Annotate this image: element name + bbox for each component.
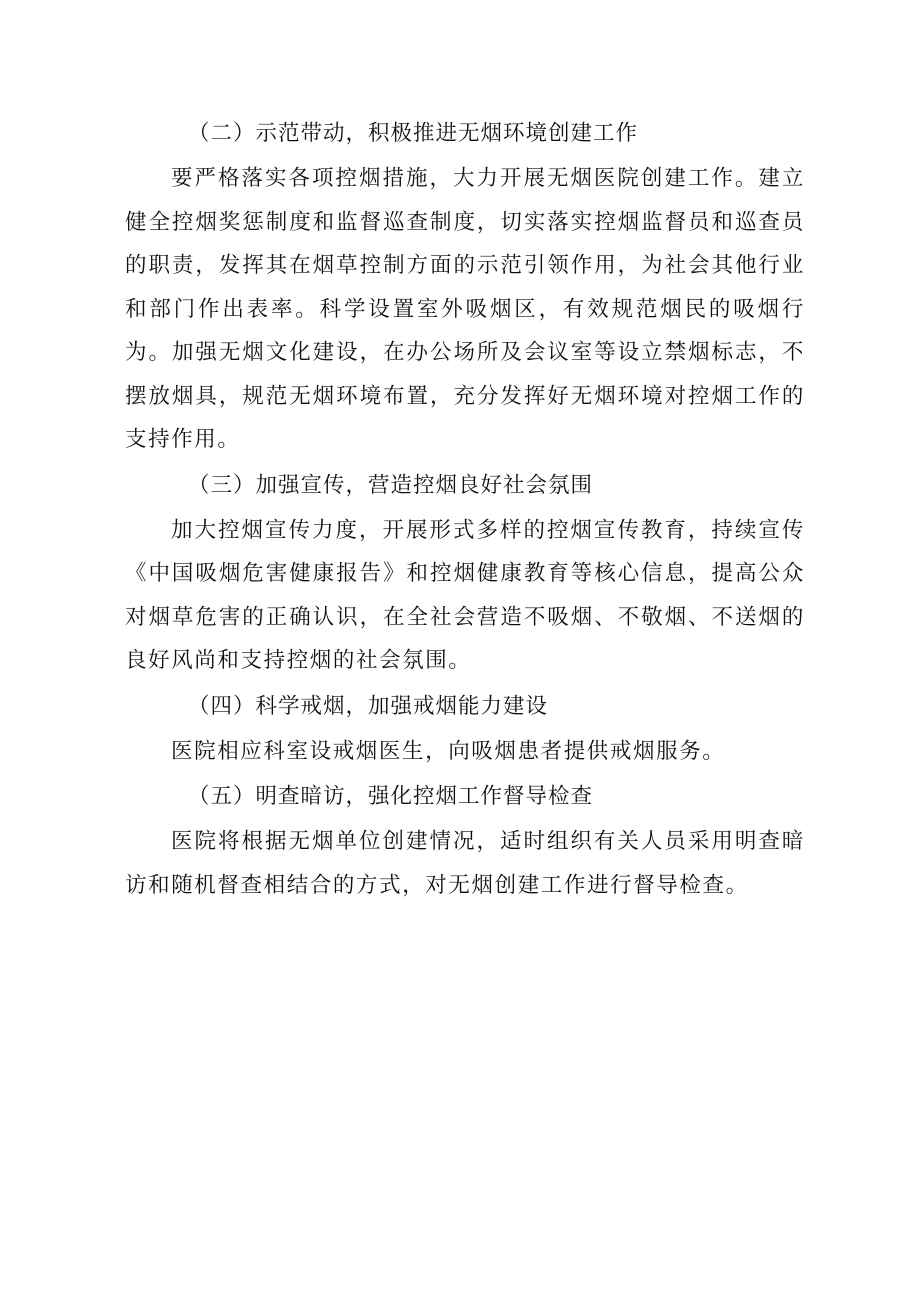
section-heading-5: （五）明查暗访，强化控烟工作督导检查 [188, 784, 594, 809]
section-paragraph-2: 要严格落实各项控烟措施，大力开展无烟医院创建工作。建立健全控烟奖惩制度和监督巡查制度，切实落实控烟监督员和巡查员的职责，发挥其在烟草控制方面的示范引领作用，为社会其他行业和部门作出表率。科学设置室外吸烟区，有效规范烟民的吸烟行为。加强无烟文化建设，在办公场所及会议室等设立禁烟标志，不摆放烟具，规范无烟环境布置，充分发挥好无烟环境对控烟工作的支持作用。 [125, 166, 805, 452]
section-paragraph-3: 加大控烟宣传力度，开展形式多样的控烟宣传教育，持续宣传《中国吸烟危害健康报告》和控烟健康教育等核心信息，提高公众对烟草危害的正确认识，在全社会营造不吸烟、不敬烟、不送烟的良好风尚和支持控烟的社会氛围。 [125, 517, 805, 673]
section-heading-4: （四）科学戒烟，加强戒烟能力建设 [188, 693, 549, 719]
section-heading-2: （二）示范带动，积极推进无烟环境创建工作 [188, 121, 639, 146]
section-paragraph-4: 医院相应科室设戒烟医生，向吸烟患者提供戒烟服务。 [171, 738, 726, 764]
document-body [125, 112, 805, 907]
section-heading-3: （三）加强宣传，营造控烟良好社会氛围 [188, 472, 594, 498]
section-paragraph-5: 医院将根据无烟单位创建情况，适时组织有关人员采用明查暗访和随机督查相结合的方式，对无烟创建工作进行督导检查。 [125, 829, 805, 898]
